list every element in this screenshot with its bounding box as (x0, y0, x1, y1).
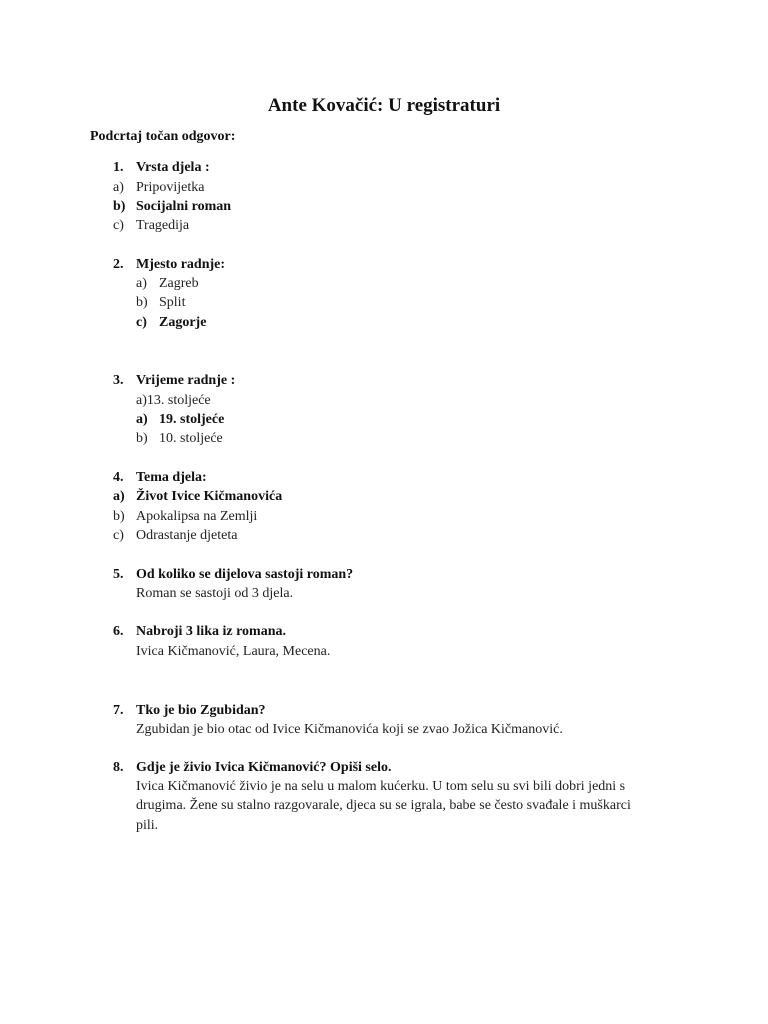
question-2-number: 2. (113, 257, 124, 272)
question-4-option-b[interactable]: Apokalipsa na Zemlji (136, 509, 258, 524)
question-1-number: 1. (113, 160, 124, 175)
question-3-number: 3. (113, 373, 124, 388)
question-8-text: Gdje je živio Ivica Kičmanović? Opiši selo. (136, 760, 392, 775)
question-7-number: 7. (113, 703, 124, 718)
question-7-text: Tko je bio Zgubidan? (136, 703, 266, 718)
question-8-answer-line-2: drugima. Žene su stalno razgovarale, djeca su se igrala, babe se često svađale i muškarci (136, 798, 631, 813)
question-3-text: Vrijeme radnje : (136, 373, 236, 388)
question-1-option-b[interactable]: Socijalni roman (136, 199, 232, 214)
instruction: Podcrtaj točan odgovor: (90, 129, 236, 144)
question-5-text: Od koliko se dijelova sastoji roman? (136, 567, 354, 582)
question-2-option-c[interactable]: Zagorje (159, 315, 207, 330)
question-3-option-3-letter: b) (136, 431, 148, 446)
question-4-option-b-letter: b) (113, 509, 125, 524)
question-4-option-a[interactable]: Život Ivice Kičmanovića (136, 489, 283, 504)
question-3-option-1[interactable]: a)13. stoljeće (136, 393, 211, 408)
question-2-option-a-letter: a) (136, 276, 147, 291)
question-1-option-a-letter: a) (113, 180, 124, 195)
question-2-option-b[interactable]: Split (159, 295, 186, 310)
question-5-number: 5. (113, 567, 124, 582)
question-1-option-c[interactable]: Tragedija (136, 218, 190, 233)
question-8-answer-line-3: pili. (136, 818, 159, 833)
question-4-text: Tema djela: (136, 470, 207, 485)
question-7-answer: Zgubidan je bio otac od Ivice Kičmanovića koji se zvao Jožica Kičmanović. (136, 722, 563, 737)
question-5-answer: Roman se sastoji od 3 djela. (136, 586, 294, 601)
question-1-text: Vrsta djela : (136, 160, 210, 175)
question-8-number: 8. (113, 760, 124, 775)
question-2-option-a[interactable]: Zagreb (159, 276, 199, 291)
question-2-option-b-letter: b) (136, 295, 148, 310)
question-1-option-c-letter: c) (113, 218, 124, 233)
question-4-option-c[interactable]: Odrastanje djeteta (136, 528, 238, 543)
question-2-text: Mjesto radnje: (136, 257, 226, 272)
question-6-text: Nabroji 3 lika iz romana. (136, 624, 286, 639)
question-6-number: 6. (113, 624, 124, 639)
question-1-option-a[interactable]: Pripovijetka (136, 180, 205, 195)
question-8-answer-line-1: Ivica Kičmanović živio je na selu u malom kućerku. U tom selu su svi bili dobri jedni s (136, 779, 626, 794)
question-2-option-c-letter: c) (136, 315, 147, 330)
question-4-option-c-letter: c) (113, 528, 124, 543)
question-3-option-3[interactable]: 10. stoljeće (159, 431, 223, 446)
question-6-answer: Ivica Kičmanović, Laura, Mecena. (136, 644, 331, 659)
question-4-option-a-letter: a) (113, 489, 125, 504)
question-1-option-b-letter: b) (113, 199, 126, 214)
page-title: Ante Kovačić: U registraturi (267, 95, 501, 116)
question-3-option-2-letter: a) (136, 412, 148, 427)
question-3-option-2[interactable]: 19. stoljeće (159, 412, 225, 427)
question-4-number: 4. (113, 470, 124, 485)
